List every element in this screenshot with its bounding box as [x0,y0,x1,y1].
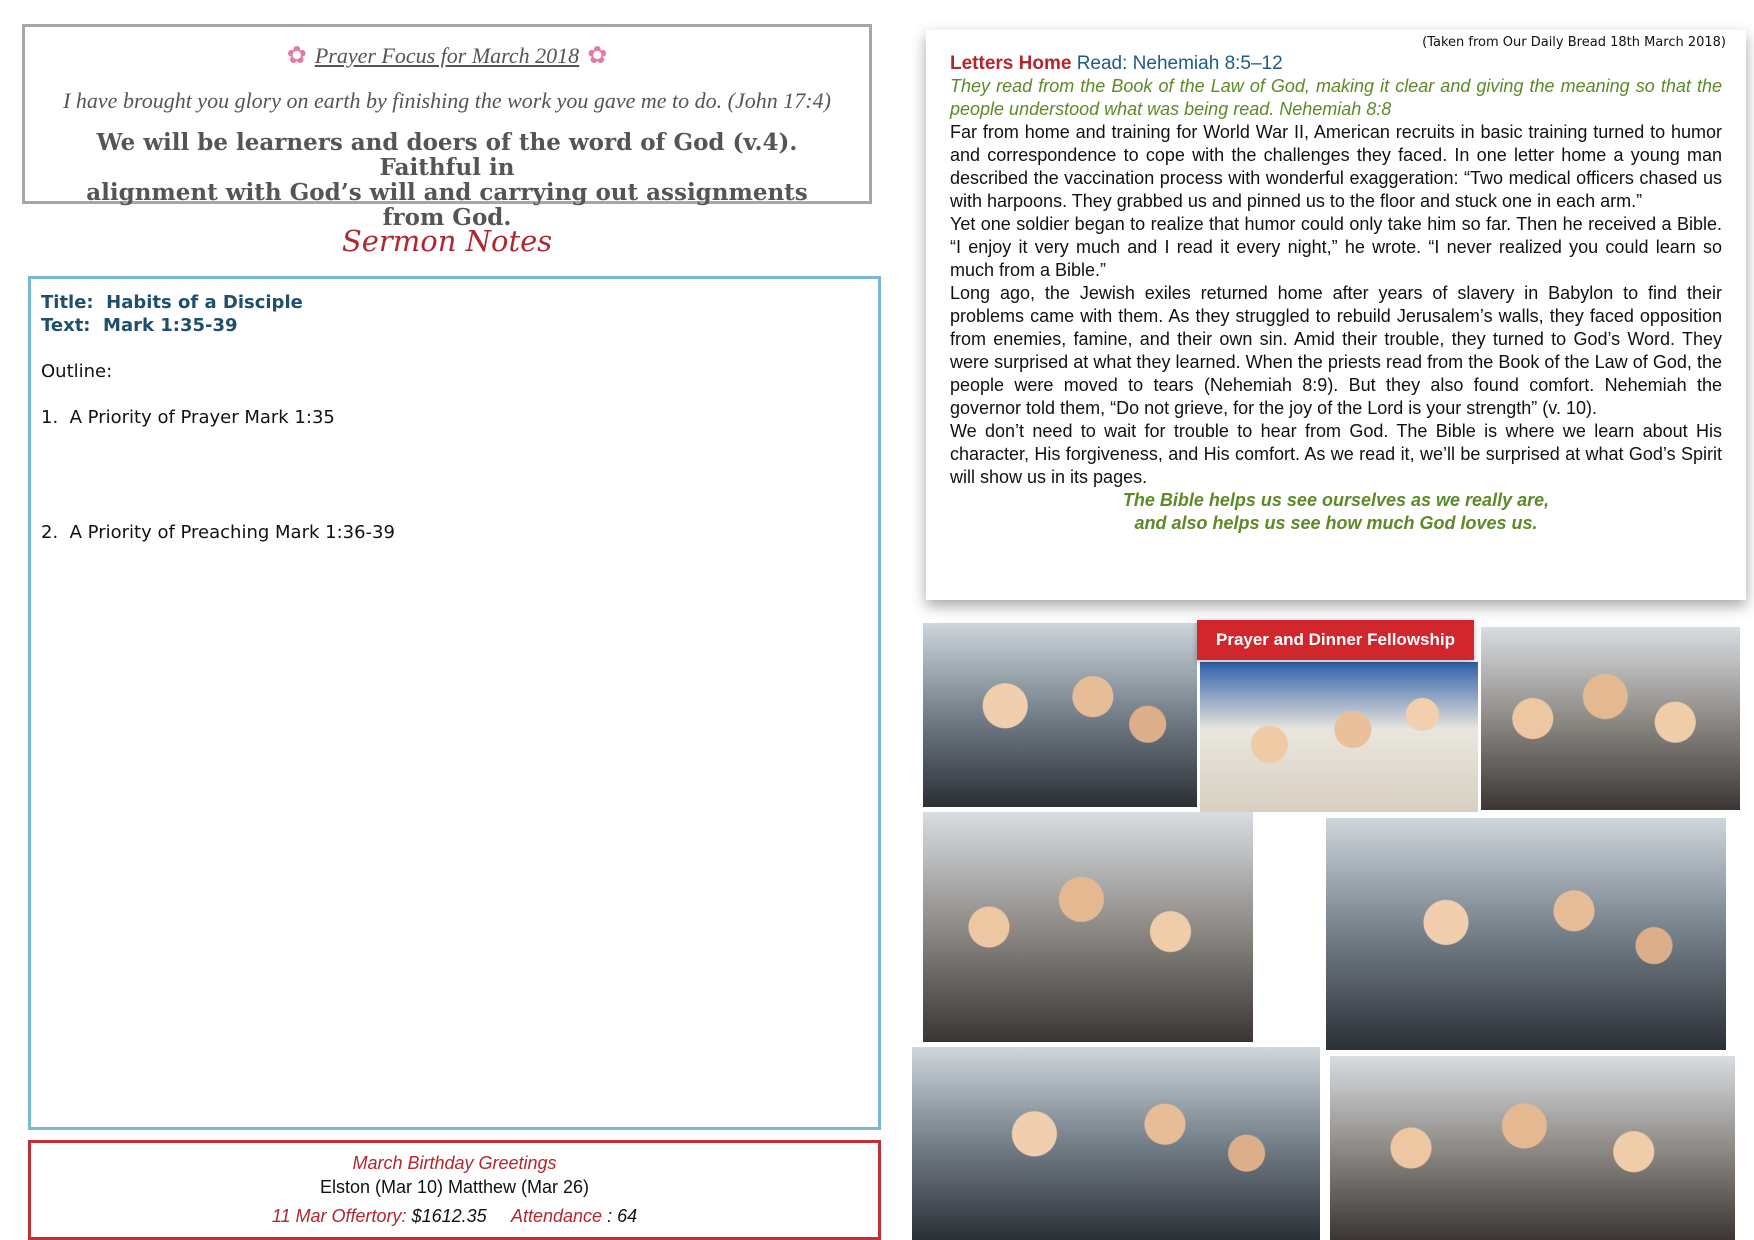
flower-icon: ✿ [587,43,608,69]
offertory-label: 11 Mar Offertory: [271,1206,407,1226]
sermon-notes-heading: Sermon Notes [341,224,553,258]
fellowship-photo-6 [912,1047,1320,1240]
daily-bread-closing [950,489,1722,535]
sermon-notes-box [28,276,881,1130]
offertory-value: $1612.35 [411,1206,487,1226]
daily-bread-paragraph: Yet one soldier began to realize that humor could only take him so far. Then he received a Bible. “I enjoy it very much and I read it every night,” he wrote. “I never realized you could learn so much from a Bible.” [950,214,1722,280]
photo-caption: Prayer and Dinner Fellowship [1197,620,1474,660]
closing-line: and also helps us see how much God loves us. [1134,513,1538,533]
birthday-greetings-box [28,1140,881,1240]
outline-point-1: 1. A Priority of Prayer Mark 1:35 [41,407,335,428]
prayer-focus-title: Prayer Focus for March 2018 [314,42,580,68]
birthday-title: March Birthday Greetings [352,1153,557,1173]
daily-bread-key-verse: They read from the Book of the Law of God, making it clear and giving the meaning so that the people understood what was being read. Nehemiah 8:8 [950,76,1722,119]
daily-bread-card [926,30,1746,600]
sermon-text: Text: Mark 1:35-39 [41,315,238,336]
daily-bread-paragraph: Far from home and training for World War II, American recruits in basic training turned to humor and correspondence to cope with the challenges they faced. In one letter home a young man described the vaccination process with wonderful exaggeration: “Two medical officers chased us with harpoons. They grabbed us and pinned us to the floor and stuck one in each arm.” [950,122,1722,211]
fellowship-photo-5 [1326,818,1726,1050]
sermon-title: Title: Habits of a Disciple [41,292,303,313]
daily-bread-title: Letters Home [950,53,1072,74]
fellowship-photo-7 [1330,1056,1735,1240]
fellowship-photo-3 [1481,627,1740,810]
outline-point-2: 2. A Priority of Preaching Mark 1:36-39 [41,522,395,543]
attendance-label: Attendance [511,1206,603,1226]
prayer-focus-heading [25,41,869,70]
daily-bread-body [950,52,1722,535]
attendance-value: : 64 [607,1206,638,1226]
fellowship-photo-2 [1200,662,1478,812]
birthday-names: Elston (Mar 10) Matthew (Mar 26) [319,1177,590,1197]
daily-bread-paragraph: We don’t need to wait for trouble to hear from God. The Bible is where we learn about His character, His forgiveness, and His comfort. As we read it, we’ll be surprised at what God’s Spirit will show us in its pages. [950,421,1722,487]
prayer-focus-box [22,24,872,231]
daily-bread-paragraph: Long ago, the Jewish exiles returned home after years of slavery in Babylon to find their problems came with them. As they struggled to rebuild Jerusalem’s walls, they faced opposition from enemies, famine, and their own sin. Amid their trouble, they turned to God’s Word. They were surprised at what they learned. When the priests read from the Book of the Law of God, the people were moved to tears (Nehemiah 8:9). But they also found comfort. Nehemiah the governor told them, “Do not grieve, for the joy of the Lord is your strength” (v. 10). [950,283,1722,418]
offertory-attendance [31,1203,878,1229]
flower-icon: ✿ [286,43,307,69]
prayer-focus-statement [55,130,839,230]
daily-bread-reading: Read: Nehemiah 8:5–12 [1076,53,1283,74]
fellowship-photo-4 [923,812,1253,1042]
closing-line: The Bible helps us see ourselves as we really are, [1122,490,1550,510]
daily-bread-heading [950,52,1722,75]
daily-bread-source: (Taken from Our Daily Bread 18th March 2018) [1422,35,1726,50]
outline-label: Outline: [41,361,113,382]
fellowship-photo-1 [923,623,1197,807]
prayer-focus-line: We will be learners and doers of the word of God (v.4). Faithful in [96,129,798,181]
prayer-focus-line: alignment with God’s will and carrying out assignments from God. [86,179,808,231]
prayer-focus-verse: I have brought you glory on earth by finishing the work you gave me to do. (John 17:4) [63,88,831,113]
